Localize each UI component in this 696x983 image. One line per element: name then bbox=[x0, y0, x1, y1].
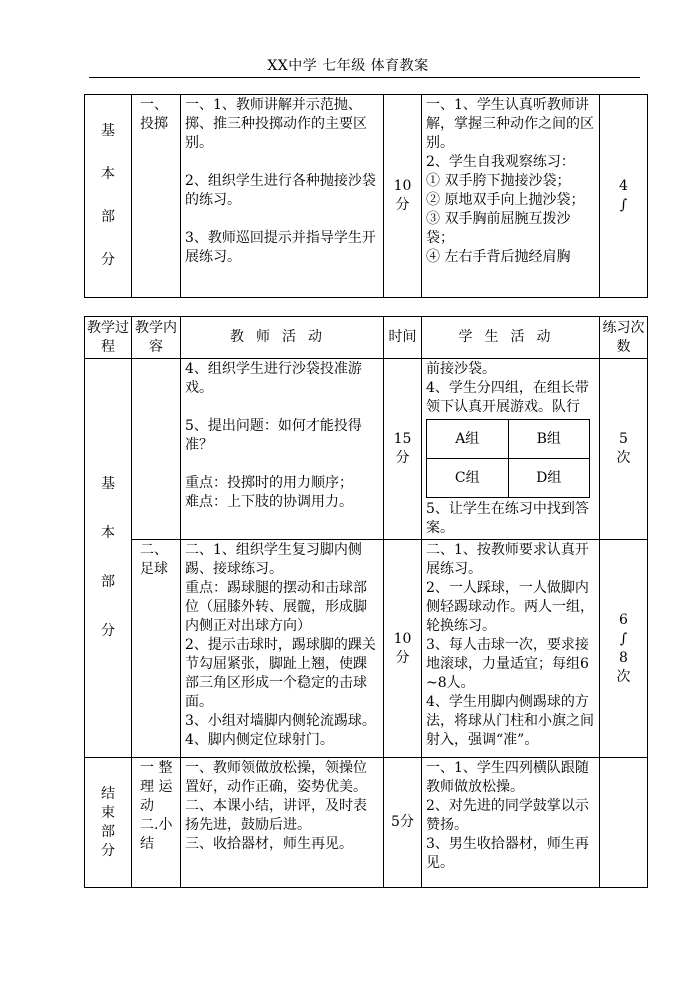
count-cell-top: 4 ∫ bbox=[600, 95, 648, 298]
content-cell-empty bbox=[132, 359, 181, 540]
count-cell-row3 bbox=[600, 758, 648, 888]
header-count: 练习次数 bbox=[600, 317, 648, 359]
count-cell-row2: 6 ∫ 8 次 bbox=[600, 540, 648, 758]
teacher-cell-top: 一、1、教师讲解并示范抛、掷、推三种投掷动作的主要区别。 2、组织学生进行各种抛接沙袋的练习。 3、教师巡回提示并指导学生开展练习。 bbox=[181, 95, 384, 298]
header-time: 时间 bbox=[384, 317, 422, 359]
teacher-cell-row2: 二、1、组织学生复习脚内侧踢、接球练习。 重点：踢球腿的摆动和击球部位（屈膝外转、展髋，形成脚内侧正对出球方向） 2、提示击球时，踢球脚的踝关节勾屈紧张，脚趾上翘，使踝部三角区形成一个稳定的击球面。 3、小组对墙脚内侧轮流踢球。 4、脚内侧定位球射门。 bbox=[181, 540, 384, 758]
group-grid bbox=[426, 419, 590, 498]
group-cell: A组 bbox=[427, 420, 509, 459]
header-content: 教学内容 bbox=[132, 317, 181, 359]
student-cell-row2: 二、1、按教师要求认真开展练习。 2、一人踩球，一人做脚内侧轻踢球动作。两人一组，轮换练习。 3、每人击球一次，要求接地滚球，力量适宜；每组6~8人。 4、学生用脚内侧踢球的方法，将球从门柱和小旗之间射入，强调“准”。 bbox=[422, 540, 600, 758]
time-cell-row2: 10分 bbox=[384, 540, 422, 758]
count-cell-row1: 5 次 bbox=[600, 359, 648, 540]
header-teacher: 教师活动 bbox=[181, 317, 384, 359]
lesson-table-main bbox=[84, 316, 648, 888]
time-cell-row1: 15分 bbox=[384, 359, 422, 540]
group-cell: D组 bbox=[508, 459, 590, 498]
page-header: XX中学 七年级 体育教案 bbox=[267, 58, 429, 74]
group-cell: B组 bbox=[508, 420, 590, 459]
lesson-table-top bbox=[84, 94, 648, 298]
header-rule bbox=[89, 77, 640, 78]
group-cell: C组 bbox=[427, 459, 509, 498]
student-cell-top: 一、1、学生认真听教师讲解，掌握三种动作之间的区别。 2、学生自我观察练习： ① 双手胯下抛接沙袋； ② 原地双手向上抛沙袋； ③ 双手胸前屈腕互拨沙袋； ④ 左右手背后抛经肩胸 bbox=[422, 95, 600, 298]
time-cell-row3: 5分 bbox=[384, 758, 422, 888]
content-cell-throwing: 一、投掷 bbox=[132, 95, 181, 298]
time-cell-top: 10分 bbox=[384, 95, 422, 298]
section-cell-basic-top: 基 本 部 分 bbox=[85, 95, 132, 298]
content-cell-ending: 一 整理 运动 二.小结 bbox=[132, 758, 181, 888]
content-cell-football: 二、足球 bbox=[132, 540, 181, 758]
student-cell-row1: 前接沙袋。 4、学生分四组，在组长带领下认真开展游戏。队行 A组 B组 C组 D组 5、让学生在练习中找到答案。 bbox=[422, 359, 600, 540]
teacher-cell-row1: 4、组织学生进行沙袋投准游戏。 5、提出问题：如何才能投得准？ 重点：投掷时的用力顺序； 难点：上下肢的协调用力。 bbox=[181, 359, 384, 540]
section-cell-basic: 基 本 部 分 bbox=[85, 359, 132, 758]
header-student: 学生活动 bbox=[422, 317, 600, 359]
teacher-cell-row3: 一、教师领做放松操，领操位置好，动作正确，姿势优美。 二、本课小结，讲评，及时表扬先进，鼓励后进。 三、收拾器材，师生再见。 bbox=[181, 758, 384, 888]
section-cell-ending: 结 束 部 分 bbox=[85, 758, 132, 888]
header-process: 教学过程 bbox=[85, 317, 132, 359]
student-cell-row3: 一、1、学生四列横队跟随教师做放松操。 2、对先进的同学鼓掌以示赞扬。 3、男生收拾器材，师生再见。 bbox=[422, 758, 600, 888]
